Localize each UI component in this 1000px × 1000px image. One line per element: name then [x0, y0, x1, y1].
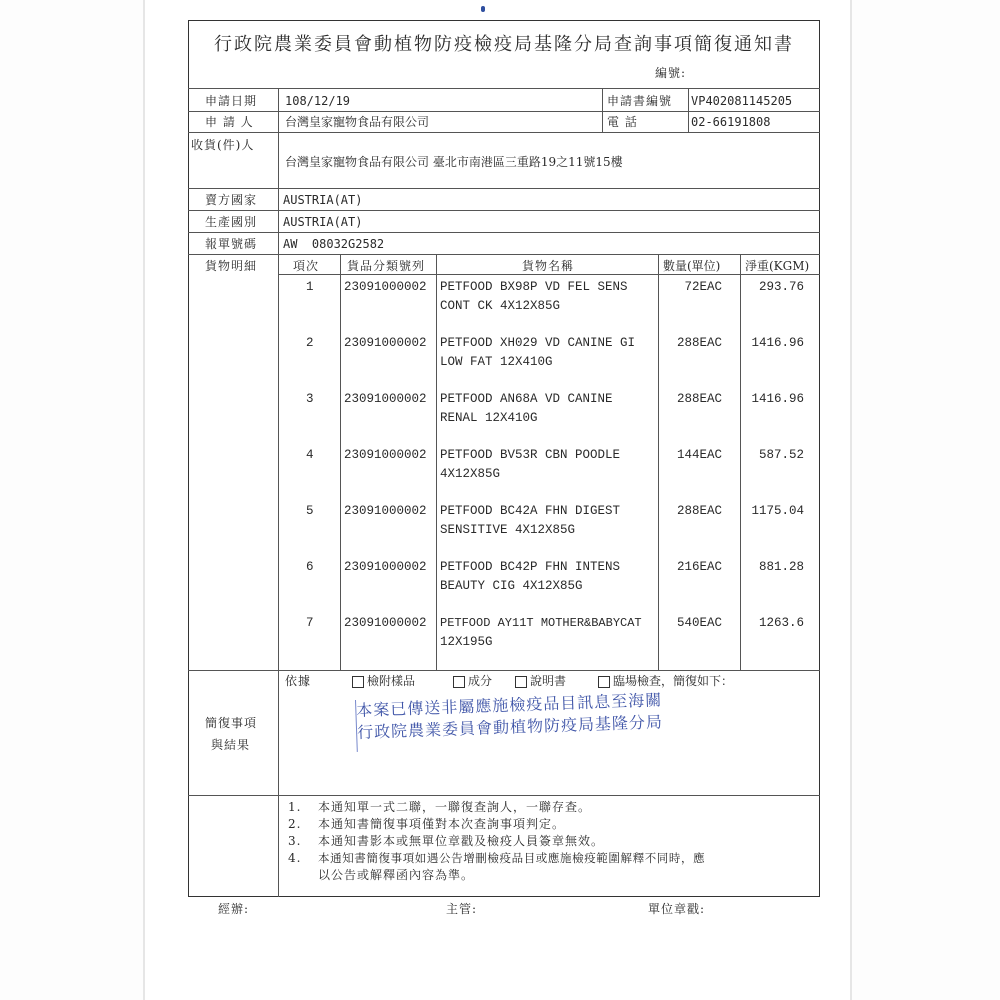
item-name-line2: RENAL 12X410G: [440, 411, 538, 425]
checkbox-icon: [453, 676, 465, 688]
item-no: 7: [306, 616, 314, 630]
stamp-line1: 本案已傳送非屬應施檢疫品目訊息至海關: [356, 690, 663, 720]
checkbox-ingredients: [453, 674, 492, 688]
rule: [188, 254, 820, 255]
rule: [602, 88, 603, 132]
reply-label-line2: 與結果: [211, 738, 251, 752]
rule: [436, 254, 437, 670]
item-qty: 288EAC: [676, 504, 722, 518]
item-code: 23091000002: [344, 560, 427, 574]
rule: [188, 670, 820, 671]
item-name-line2: LOW FAT 12X410G: [440, 355, 553, 369]
item-qty: 72EAC: [684, 280, 722, 294]
app-no-value: VP402081145205: [691, 94, 793, 108]
col-header-weight: 淨重(KGM): [745, 259, 810, 273]
note-number: 1.: [288, 800, 302, 814]
rule: [188, 210, 820, 211]
basis-label: 依據: [285, 674, 312, 688]
goods-label: 貨物明細: [205, 259, 258, 273]
seller-country-value: AUSTRIA(AT): [283, 193, 363, 207]
note-text: 本通知單一式二聯，一聯復查詢人，一聯存查。: [318, 800, 592, 814]
col-header-name: 貨物名稱: [522, 259, 575, 273]
rule: [688, 88, 689, 132]
note-number: 4.: [288, 851, 302, 865]
item-weight: 1263.6: [758, 616, 804, 630]
note-number: 2.: [288, 817, 302, 831]
checkbox-label: 說明書: [530, 674, 567, 688]
checkbox-label: 檢附樣品: [367, 674, 416, 688]
item-name-line2: SENSITIVE 4X12X85G: [440, 523, 576, 537]
apply-date-value: 108/12/19: [285, 94, 351, 108]
stamp-line2: 行政院農業委員會動植物防疫局基隆分局: [356, 712, 664, 742]
rule: [188, 188, 820, 189]
item-weight: 587.52: [758, 448, 804, 462]
item-no: 3: [306, 392, 314, 406]
app-no-label: 申請書編號: [607, 94, 673, 108]
item-name-line1: PETFOOD BC42A FHN DIGEST: [440, 504, 621, 518]
handler-label: 經辦:: [218, 902, 250, 916]
document-title: 行政院農業委員會動植物防疫檢疫局基隆分局查詢事項簡復通知書: [214, 34, 794, 55]
consignee-value: 台灣皇家寵物食品有限公司 臺北市南港區三重路19之11號15樓: [285, 155, 623, 169]
checkbox-icon: [515, 676, 527, 688]
note-text: 本通知書影本或無單位章戳及檢疫人員簽章無效。: [318, 834, 605, 848]
serial-label: 編號:: [655, 66, 687, 80]
unit-seal-label: 單位章戳:: [648, 902, 706, 916]
rule: [188, 111, 820, 112]
checkbox-label: 臨場檢查，簡復如下：: [613, 674, 734, 688]
item-code: 23091000002: [344, 448, 427, 462]
reply-label-line1: 簡復事項: [205, 716, 258, 730]
rule: [278, 274, 820, 275]
col-header-qty: 數量(單位): [663, 259, 721, 273]
checkbox-icon: [598, 676, 610, 688]
item-qty: 288EAC: [676, 336, 722, 350]
note-text: 本通知書簡復事項僅對本次查詢事項判定。: [318, 817, 566, 831]
rule: [188, 232, 820, 233]
item-no: 6: [306, 560, 314, 574]
rule: [188, 795, 820, 796]
item-qty: 540EAC: [676, 616, 722, 630]
applicant-value: 台灣皇家寵物食品有限公司: [285, 115, 430, 129]
item-name-line1: PETFOOD XH029 VD CANINE GI: [440, 336, 636, 350]
supervisor-label: 主管:: [446, 902, 478, 916]
item-weight: 1416.96: [751, 392, 804, 406]
origin-value: AUSTRIA(AT): [283, 215, 363, 229]
origin-label: 生產國別: [205, 215, 258, 229]
scan-margin-right: [850, 0, 1000, 1000]
item-code: 23091000002: [344, 336, 427, 350]
rule: [340, 254, 341, 670]
checkbox-manual: [515, 674, 566, 688]
note-text: 以公告或解釋函內容為準。: [318, 868, 475, 882]
item-no: 1: [306, 280, 314, 294]
item-weight: 1175.04: [751, 504, 804, 518]
consignee-label: 收貨(件)人: [191, 138, 255, 152]
rule: [740, 254, 741, 670]
seller-country-label: 賣方國家: [205, 193, 258, 207]
checkbox-sample: [352, 674, 415, 688]
checkbox-label: 成分: [468, 674, 493, 688]
rule: [278, 88, 279, 188]
page-edge-right: [850, 0, 852, 1000]
declaration-label: 報單號碼: [205, 237, 258, 251]
rule: [188, 132, 820, 133]
item-no: 4: [306, 448, 314, 462]
checkbox-icon: [352, 676, 364, 688]
item-qty: 216EAC: [676, 560, 722, 574]
scan-mark: [481, 6, 485, 12]
rule: [188, 88, 820, 89]
col-header-code: 貨品分類號列: [347, 259, 426, 273]
item-qty: 288EAC: [676, 392, 722, 406]
item-name-line2: 12X195G: [440, 635, 493, 649]
item-name-line1: PETFOOD BC42P FHN INTENS: [440, 560, 621, 574]
applicant-label: 申 請 人: [205, 115, 254, 129]
item-weight: 1416.96: [751, 336, 804, 350]
item-name-line2: CONT CK 4X12X85G: [440, 299, 561, 313]
item-name-line1: PETFOOD AN68A VD CANINE: [440, 392, 613, 406]
phone-label: 電 話: [607, 115, 638, 129]
item-name-line1: PETFOOD BV53R CBN POODLE: [440, 448, 621, 462]
item-code: 23091000002: [344, 280, 427, 294]
item-name-line2: BEAUTY CIG 4X12X85G: [440, 579, 583, 593]
page-edge-left: [143, 0, 145, 1000]
item-weight: 293.76: [758, 280, 804, 294]
item-code: 23091000002: [344, 504, 427, 518]
scan-margin-left: [0, 0, 143, 1000]
item-name-line1: PETFOOD AY11T MOTHER&BABYCAT: [440, 616, 642, 630]
item-code: 23091000002: [344, 392, 427, 406]
note-number: 3.: [288, 834, 302, 848]
declaration-value: AW 08032G2582: [283, 237, 385, 251]
rule: [278, 795, 279, 897]
rule: [278, 188, 279, 795]
item-code: 23091000002: [344, 616, 427, 630]
item-weight: 881.28: [758, 560, 804, 574]
phone-value: 02-66191808: [691, 115, 771, 129]
item-name-line2: 4X12X85G: [440, 467, 501, 481]
item-qty: 144EAC: [676, 448, 722, 462]
rule: [658, 254, 659, 670]
item-no: 5: [306, 504, 314, 518]
item-no: 2: [306, 336, 314, 350]
note-text: 本通知書簡復事項如遇公告增刪檢疫品目或應施檢疫範圍解釋不同時，應: [318, 851, 706, 865]
item-name-line1: PETFOOD BX98P VD FEL SENS: [440, 280, 628, 294]
col-header-no: 項次: [293, 259, 320, 273]
apply-date-label: 申請日期: [205, 94, 258, 108]
checkbox-inspection: [598, 674, 733, 688]
